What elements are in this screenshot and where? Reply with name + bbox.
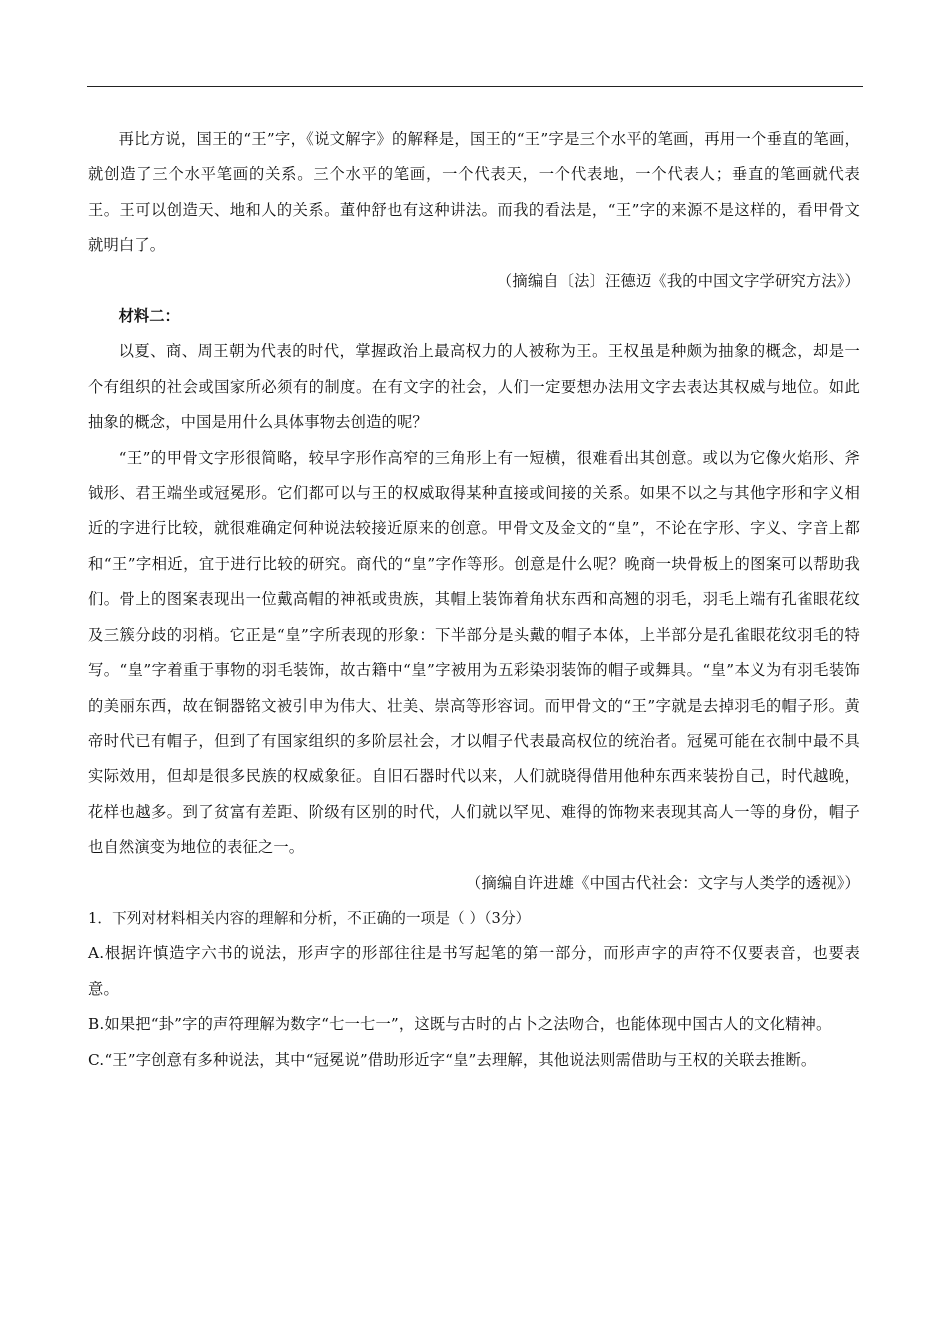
question-1-option-a: A.根据许慎造字六书的说法，形声字的形部往往是书写起笔的第一部分，而形声字的声符不仅要表音，也要表意。 <box>88 944 860 998</box>
material-two-paragraph-2: “王”的甲骨文字形很简略，较早字形作高窄的三角形上有一短横，很难看出其创意。或以为它像火焰形、斧钺形、君王端坐或冠冕形。它们都可以与王的权威取得某种直接或间接的关系。如果不以之与其他字形和字义相近的字进行比较，就很难确定何种说法较接近原来的创意。甲骨文及金文的“皇”，不论在字形、字义、字音上都和“王”字相近，宜于进行比较的研究。商代的“皇”字作等形。创意是什么呢？晚商一块骨板上的图案可以帮助我们。骨上的图案表现出一位戴高帽的神祇或贵族，其帽上装饰着角状东西和高翘的羽毛，羽毛上端有孔雀眼花纹及三簇分歧的羽梢。它正是“皇”字所表现的形象：下半部分是头戴的帽子本体，上半部分是孔雀眼花纹羽毛的特写。“皇”字着重于事物的羽毛装饰，故古籍中“皇”字被用为五彩染羽装饰的帽子或舞具。“皇”本义为有羽毛装饰的美丽东西，故在铜器铭文被引申为伟大、壮美、崇高等形容词。而甲骨文的“王”字就是去掉羽毛的帽子形。黄帝时代已有帽子，但到了有国家组织的多阶层社会，才以帽子代表最高权位的统治者。冠冕可能在衣制中最不具实际效用，但却是很多民族的权威象征。自旧石器时代以来，人们就晓得借用他种东西来装扮自己，时代越晚，花样也越多。到了贫富有差距、阶级有区别的时代，人们就以罕见、难得的饰物来表现其高人一等的身份，帽子也自然演变为地位的表征之一。 <box>88 448 860 857</box>
material-two-heading: 材料二： <box>118 307 180 326</box>
question-1-option-c: C.“王”字创意有多种说法，其中“冠冕说”借助形近字“皇”去理解，其他说法则需借助与王权的关联去推断。 <box>88 1050 817 1069</box>
material-one-source: （摘编自〔法〕汪德迈《我的中国文字学研究方法》） <box>496 271 860 290</box>
header-rule <box>87 86 863 87</box>
question-1-stem: 1．下列对材料相关内容的理解和分析，不正确的一项是（ ）（3分） <box>88 909 531 927</box>
material-two-source: （摘编自许进雄《中国古代社会：文字与人类学的透视》） <box>466 873 860 892</box>
document-body <box>88 122 860 1078</box>
material-two-paragraph-1: 以夏、商、周王朝为代表的时代，掌握政治上最高权力的人被称为王。王权虽是种颇为抽象的概念，却是一个有组织的社会或国家所必须有的制度。在有文字的社会，人们一定要想办法用文字去表达其权威与地位。如此抽象的概念，中国是用什么具体事物去创造的呢？ <box>88 342 860 432</box>
material-one-paragraph: 再比方说，国王的“王”字，《说文解字》的解释是，国王的“王”字是三个水平的笔画，再用一个垂直的笔画，就创造了三个水平笔画的关系。三个水平的笔画，一个代表天，一个代表地，一个代表人；垂直的笔画就代表王。王可以创造天、地和人的关系。董仲舒也有这种讲法。而我的看法是，“王”字的来源不是这样的，看甲骨文就明白了。 <box>88 130 860 255</box>
question-1-option-b: B.如果把“卦”字的声符理解为数字“七一七一”，这既与古时的占卜之法吻合，也能体现中国古人的文化精神。 <box>88 1015 832 1034</box>
